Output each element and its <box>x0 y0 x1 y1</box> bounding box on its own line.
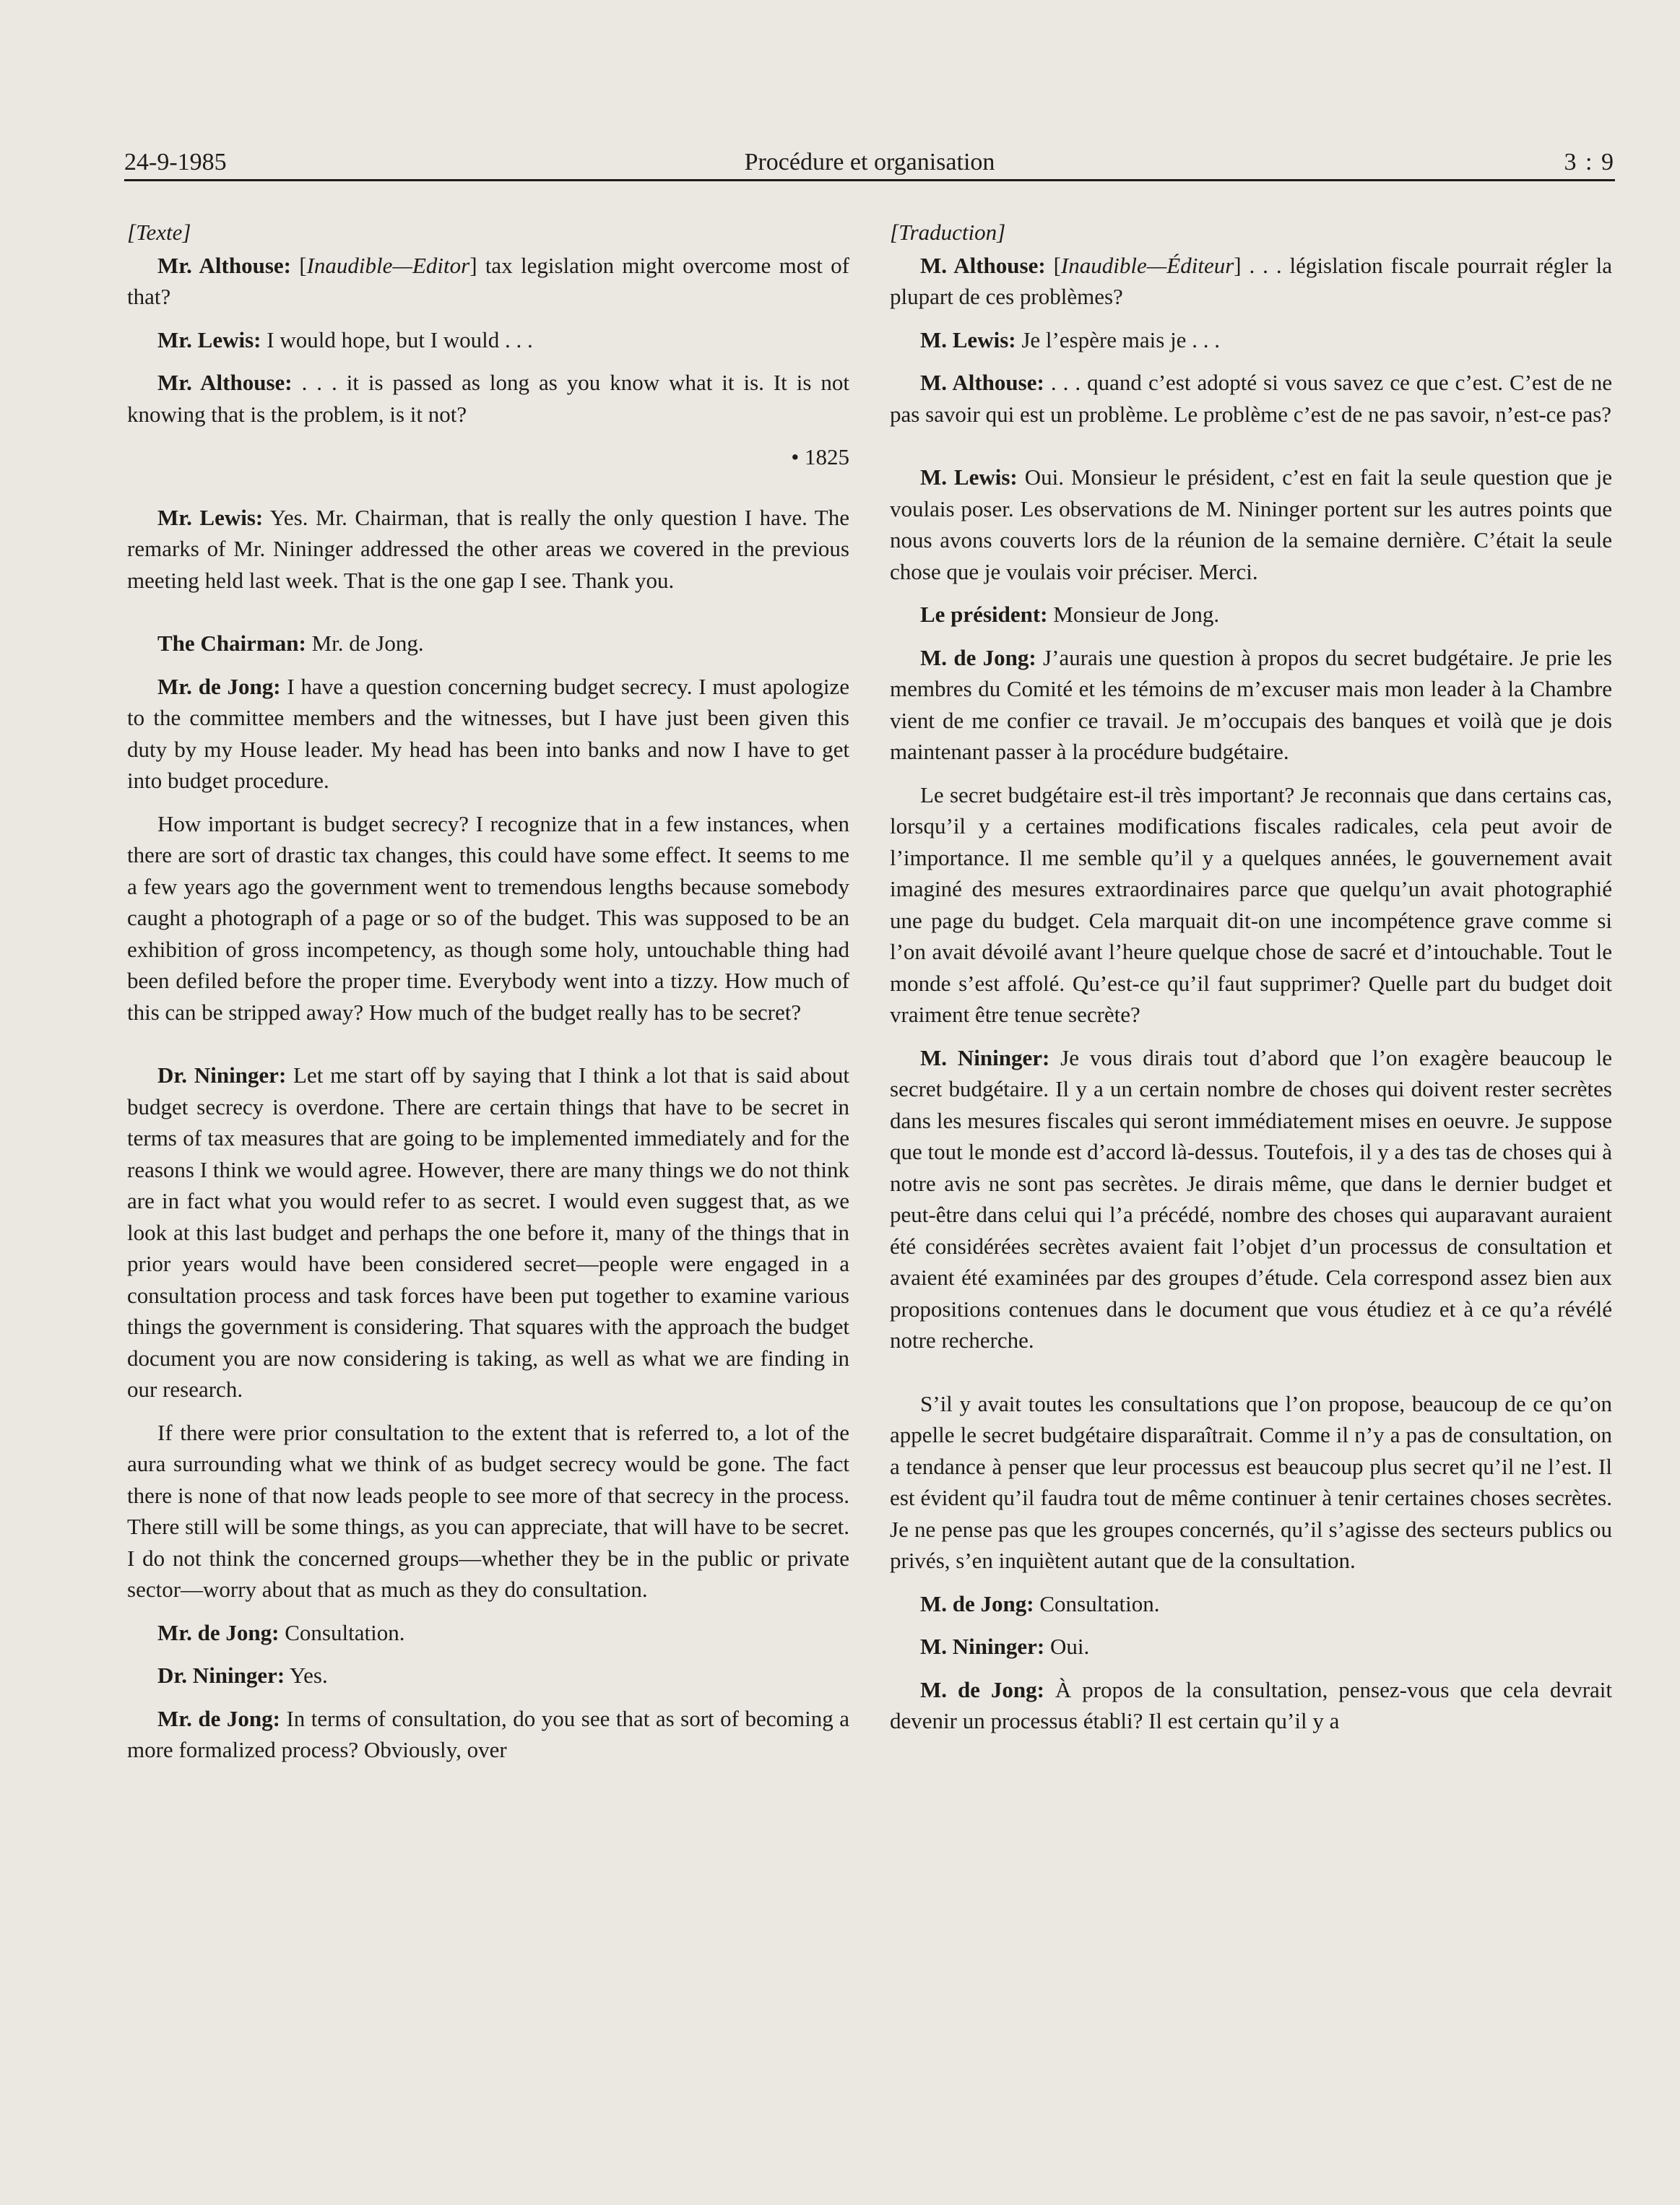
speaker-name: M. Althouse: <box>920 252 1046 278</box>
statement: How important is budget secrecy? I recognize that in a few instances, when there are sort of drastic tax changes, this could have some effect. It seems to me a few years ago the government went to tremendous lengths because somebody caught a photograph of a page or so of the budget. This was supposed to be an exhibition of gross incompetency, as though some holy, untouchable thing had been defiled before the proper time. Everybody went into a tizzy. How much of this can be stripped away? How much of the budget really has to be secret? <box>127 810 849 1025</box>
statement: Mr. de Jong: Consultation. <box>157 1619 405 1645</box>
statement: Mr. de Jong: In terms of consultation, do you see that as sort of becoming a more formalized process? Obviously, over <box>127 1705 849 1762</box>
statement: If there were prior consultation to the extent that is referred to, a lot of the aura surrounding what we think of as budget secrecy would be gone. The fact there is none of that now leads people to see more of that secrecy in the process. There still will be some things, as you can appreciate, that will have to be secret. I do not think the concerned groups—whether they be in the public or private sector—worry about that as much as they do consultation. <box>127 1419 849 1602</box>
statement: M. Lewis: Je l’espère mais je . . . <box>920 326 1220 352</box>
header-rule <box>124 179 1615 181</box>
page-header <box>124 149 1615 183</box>
statement: Mr. Lewis: I would hope, but I would . . . <box>157 326 533 352</box>
statement: Mr. Althouse: . . . it is passed as long as you know what it is. It is not knowing that is the problem, is it not? <box>127 370 849 427</box>
statement: M. de Jong: Consultation. <box>920 1590 1160 1616</box>
statement: M. Nininger: Je vous dirais tout d’abord que l’on exagère beaucoup le secret budgétaire. Il y a un certain nombre de choses qui doivent rester secrètes dans les mesures fiscales qui seront immédiatement mises en oeuvre. Je suppose que tout le monde est d’accord là-dessus. Toutefois, il y a des tas de choses qui à notre avis ne sont pas secrètes. Je dirais même, que dans le dernier budget et peut-être dans celui qui l’a précédé, nombre des choses qui auparavant auraient été considérées secrètes avaient fait l’objet d’un processus de consultation et avaient été examinées par des groupes d’étude. Cela correspond assez bien aux propositions contenues dans le document que vous étudiez et à ce qu’a révélé notre recherche. <box>890 1044 1612 1353</box>
statement: Mr. Althouse: [Inaudible—Editor] tax legislation might overcome most of that? <box>127 252 849 309</box>
speaker-name: Mr. Lewis: <box>157 326 261 352</box>
statement: Le président: Monsieur de Jong. <box>920 602 1220 627</box>
statement: Dr. Nininger: Yes. <box>157 1663 328 1688</box>
speaker-name: M. Lewis: <box>920 326 1016 352</box>
speaker-name: M. de Jong: <box>920 1590 1034 1616</box>
speaker-name: M. de Jong: <box>920 644 1036 670</box>
speaker-name: Mr. de Jong: <box>157 1705 280 1731</box>
statement: Mr. Lewis: Yes. Mr. Chairman, that is really the only question I have. The remarks of Mr. Nininger addressed the other areas we covered in the previous meeting held last week. That is the one gap I see. Thank you. <box>127 504 849 593</box>
speaker-name: Mr. de Jong: <box>157 1619 280 1645</box>
english-column <box>127 217 849 1777</box>
speaker-name: Mr. Lewis: <box>157 504 264 530</box>
speaker-name: Dr. Nininger: <box>157 1663 285 1688</box>
statement: Dr. Nininger: Let me start off by saying that I think a lot that is said about budget secrecy is overdone. There are certain things that have to be secret in terms of tax measures that are going to be implemented immediately and for the reasons I think we would agree. However, there are many things we do not think are in fact what you would refer to as secret. I would even suggest that, as we look at this last budget and perhaps the one before it, many of the things that in prior years would have been considered secret—people were engaged in a consultation process and task forces have been put together to examine various things the government is considering. That squares with the approach the budget document you are now considering is taking, as well as what we are finding in our research. <box>127 1062 849 1402</box>
header-date: 24-9-1985 <box>124 149 227 176</box>
speaker-name: M. Nininger: <box>920 1044 1050 1070</box>
speaker-name: M. Lewis: <box>920 464 1018 490</box>
french-column <box>890 217 1612 1749</box>
speaker-name: Mr. de Jong: <box>157 673 281 699</box>
statement: The Chairman: Mr. de Jong. <box>157 631 424 656</box>
header-title: Procédure et organisation <box>744 149 995 176</box>
statement: M. Nininger: Oui. <box>920 1634 1090 1659</box>
speaker-name: The Chairman: <box>157 631 306 656</box>
speaker-name: Mr. Althouse: <box>157 252 291 278</box>
page-number: 3 : 9 <box>1564 149 1615 176</box>
statement: M. Althouse: [Inaudible—Éditeur] . . . législation fiscale pourrait régler la plupart de ces problèmes? <box>890 252 1612 309</box>
speaker-name: M. de Jong: <box>920 1676 1044 1702</box>
speaker-name: M. Nininger: <box>920 1634 1045 1659</box>
speaker-name: M. Althouse: <box>920 370 1044 395</box>
statement: Le secret budgétaire est-il très important? Je reconnais que dans certains cas, lorsqu’il y a certaines modifications fiscales radicales, cela peut avoir de l’importance. Il me semble qu’il y a quelques années, le gouvernement avait imaginé des mesures extraordinaires parce que quelqu’un avait photographié une page du budget. Cela marquait dit-on une incompétence grave comme si l’on avait dévoilé avant l’heure quelque chose de sacré et d’intouchable. Tout le monde s’est affolé. Qu’est-ce qu’il faut supprimer? Quelle part du budget doit vraiment être tenue secrète? <box>890 781 1612 1027</box>
speaker-name: Le président: <box>920 602 1048 627</box>
speaker-name: Mr. Althouse: <box>157 370 293 395</box>
speaker-name: Dr. Nininger: <box>157 1062 287 1088</box>
statement: M. de Jong: J’aurais une question à propos du secret budgétaire. Je prie les membres du Comité et les témoins de m’excuser mais mon leader à la Chambre vient de me confier ce travail. Je m’occupais des banques et voilà que je dois maintenant passer à la procédure budgétaire. <box>890 644 1612 764</box>
statement: S’il y avait toutes les consultations que l’on propose, beaucoup de ce qu’on appelle le secret budgétaire disparaîtrait. Comme il n’y a pas de consultation, on a tendance à penser que leur processus est beaucoup plus secret qu’il ne l’est. Il est évident qu’il faudra tout de même continuer à tenir certaines choses secrètes. Je ne pense pas que les groupes concernés, qu’il s’agisse des secteurs publics ou privés, s’en inquiètent autant que de la consultation. <box>890 1390 1612 1573</box>
statement: M. Althouse: . . . quand c’est adopté si vous savez ce que c’est. C’est de ne pas savoir qui est un problème. Le problème c’est de ne pas savoir, n’est-ce pas? <box>890 370 1612 427</box>
column-label: [Texte] <box>127 220 191 245</box>
statement: M. Lewis: Oui. Monsieur le président, c’est en fait la seule question que je voulais poser. Les observations de M. Nininger portent sur les autres points que nous avons couverts lors de la réunion de la semaine dernière. C’était la seule chose que je voulais voir préciser. Merci. <box>890 464 1612 584</box>
time-stamp: • 1825 <box>791 444 849 469</box>
statement: M. de Jong: À propos de la consultation, pensez-vous que cela devrait devenir un processus établi? Il est certain qu’il y a <box>890 1676 1613 1733</box>
statement: Mr. de Jong: I have a question concerning budget secrecy. I must apologize to the committee members and the witnesses, but I have just been given this duty by my House leader. My head has been into banks and now I have to get into budget procedure. <box>127 673 849 793</box>
column-label: [Traduction] <box>890 220 1006 245</box>
